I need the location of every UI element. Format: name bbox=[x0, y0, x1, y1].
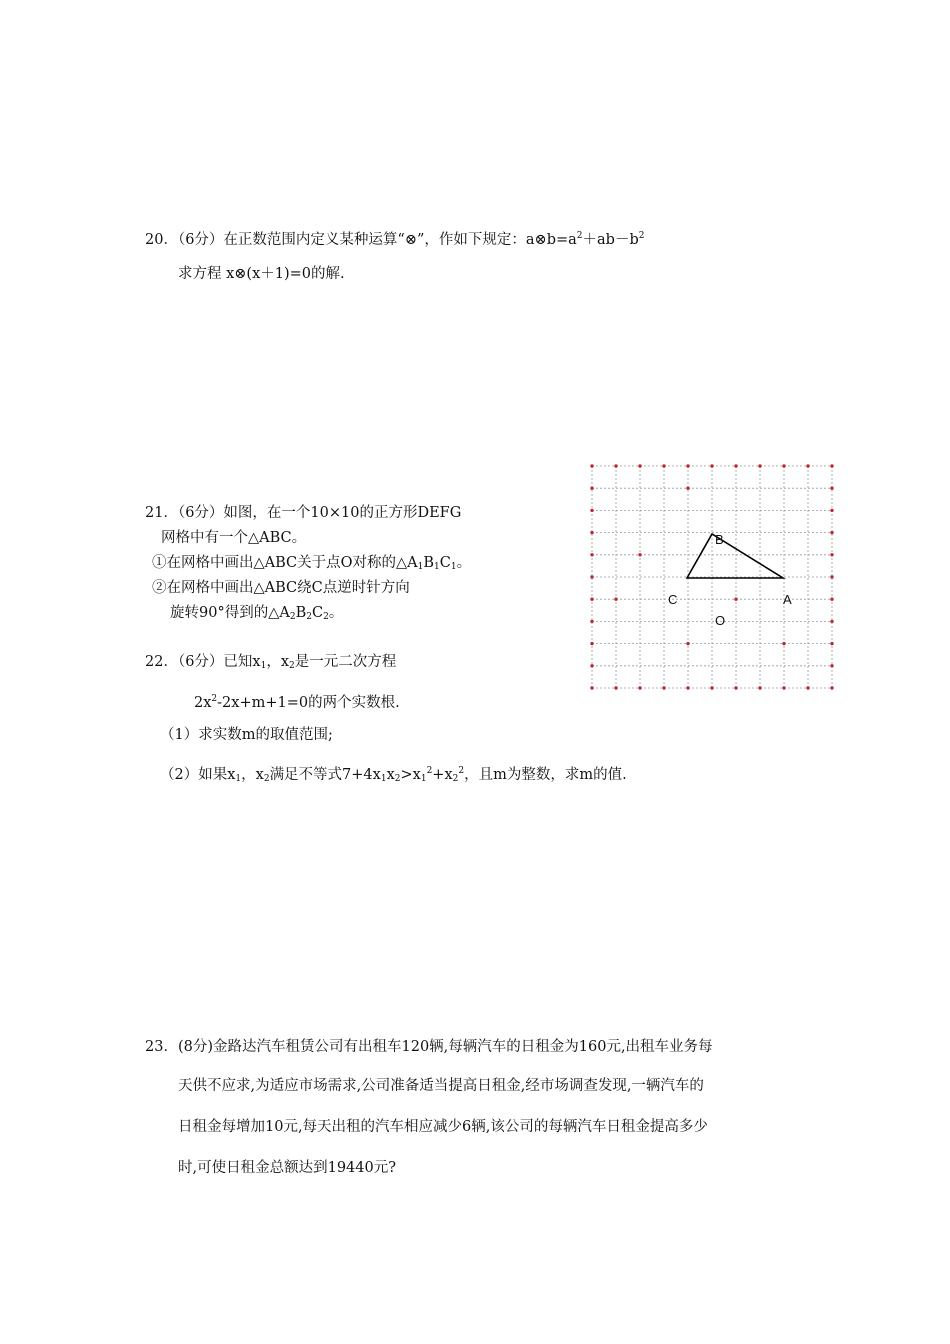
grid-dot bbox=[590, 553, 593, 556]
q23-line4: 时,可使日租金总额达到19440元? bbox=[178, 1160, 397, 1176]
grid-dot bbox=[830, 575, 833, 578]
grid-dot bbox=[806, 686, 809, 689]
grid-dot bbox=[590, 575, 593, 578]
grid-dot bbox=[830, 686, 833, 689]
grid-dot bbox=[830, 664, 833, 667]
grid-dot bbox=[782, 464, 785, 467]
grid-dot bbox=[590, 487, 593, 490]
label-a: A bbox=[783, 592, 792, 607]
grid-dot bbox=[590, 620, 593, 623]
grid-dot bbox=[830, 553, 833, 556]
grid-dot bbox=[830, 464, 833, 467]
q21-line4: ②在网格中画出△ABC绕C点逆时针方向 bbox=[152, 580, 410, 596]
grid-dot bbox=[638, 553, 641, 556]
grid-dot bbox=[710, 464, 713, 467]
grid-dot bbox=[686, 464, 689, 467]
grid-dot bbox=[686, 686, 689, 689]
grid-dot bbox=[758, 464, 761, 467]
grid-dot bbox=[782, 642, 785, 645]
label-c: C bbox=[668, 592, 678, 607]
label-o: O bbox=[715, 613, 726, 628]
q22-line4: （2）如果$x_1$，$x_2$满足不等式$7+4x_1x_2>x_1^2+x_2^2$，且m为整数，求m的值. bbox=[160, 766, 627, 784]
q23-line2: 天供不应求,为适应市场需求,公司准备适当提高日租金,经市场调查发现,一辆汽车的 bbox=[178, 1078, 704, 1094]
grid-dot bbox=[614, 464, 617, 467]
q21-line2: 网格中有一个△ABC。 bbox=[161, 530, 307, 546]
grid-dot bbox=[830, 620, 833, 623]
grid-dot bbox=[590, 664, 593, 667]
q22-line1: 22．（6分）已知$x_1$，$x_2$是一元二次方程 bbox=[145, 654, 397, 671]
q22-line3: （1）求实数m的取值范围; bbox=[160, 727, 333, 743]
grid-dot bbox=[686, 642, 689, 645]
grid-dot bbox=[662, 686, 665, 689]
q21-line5: 旋转90°得到的$\triangle A_2B_2C_2$。 bbox=[170, 605, 344, 622]
grid-dot bbox=[614, 598, 617, 601]
grid-dot bbox=[830, 531, 833, 534]
grid-dot bbox=[830, 487, 833, 490]
grid-dot bbox=[830, 598, 833, 601]
q22-line2: $2x^2-2x+m+1=0$的两个实数根. bbox=[194, 694, 400, 711]
grid-dot bbox=[710, 686, 713, 689]
label-b: B bbox=[715, 532, 724, 547]
grid-dot bbox=[830, 642, 833, 645]
grid-dot bbox=[734, 598, 737, 601]
q23-line3: 日租金每增加10元,每天出租的汽车相应减少6辆,该公司的每辆汽车日租金提高多少 bbox=[178, 1119, 708, 1135]
grid-dot bbox=[590, 642, 593, 645]
grid-dot bbox=[638, 464, 641, 467]
grid-dot bbox=[614, 686, 617, 689]
grid-dot bbox=[806, 464, 809, 467]
q21-line1: 21．（6分）如图，在一个10×10的正方形DEFG bbox=[145, 505, 462, 521]
grid-dot bbox=[782, 686, 785, 689]
grid-dot bbox=[686, 487, 689, 490]
grid-dot bbox=[734, 464, 737, 467]
q21-line3: ①在网格中画出△ABC关于点O对称的$\triangle A_1B_1C_1$。 bbox=[152, 555, 472, 572]
triangle-abc bbox=[687, 534, 783, 578]
grid-dot bbox=[638, 686, 641, 689]
grid-figure bbox=[586, 460, 838, 696]
q20-line1: 20．（6分）在正数范围内定义某种运算“⊗”，作如下规定：$a\otimes b=a^2+ab-b^2$ bbox=[145, 231, 645, 248]
grid-dot bbox=[758, 686, 761, 689]
grid-dot bbox=[662, 464, 665, 467]
grid-dot bbox=[830, 509, 833, 512]
q23-line1: 23．(8分)金路达汽车租赁公司有出租车120辆,每辆汽车的日租金为160元,出租车业务每 bbox=[145, 1039, 713, 1055]
q20-line2: 求方程 x⊗(x＋1)=0的解. bbox=[178, 266, 345, 282]
grid-dot bbox=[590, 464, 593, 467]
grid-dot bbox=[590, 686, 593, 689]
grid-dot bbox=[590, 509, 593, 512]
grid-dot bbox=[590, 598, 593, 601]
grid-dot bbox=[590, 531, 593, 534]
grid-lines bbox=[592, 466, 832, 688]
grid-dot bbox=[734, 686, 737, 689]
